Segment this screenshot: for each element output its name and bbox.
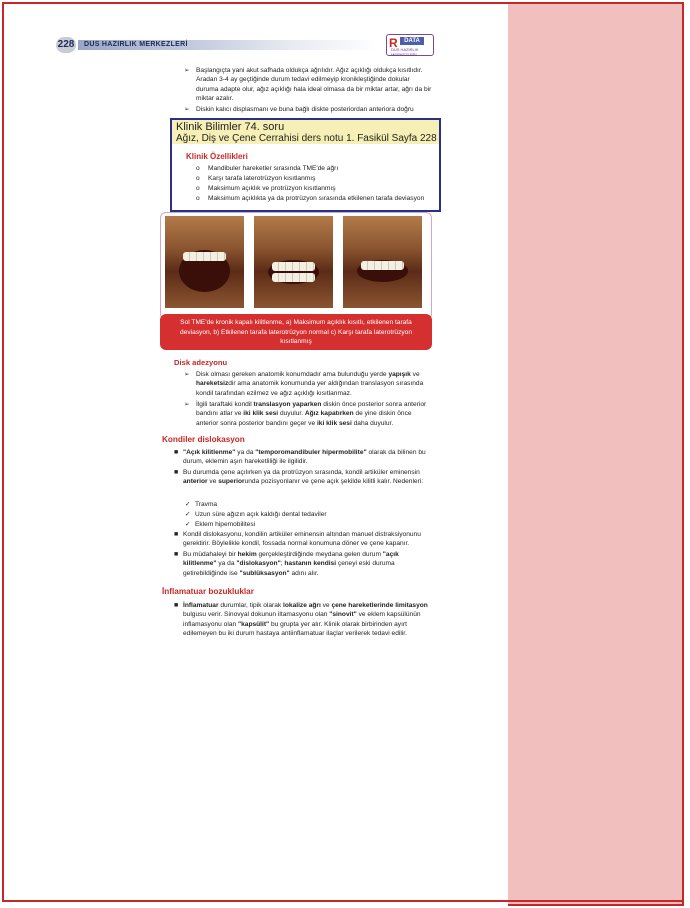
reason-item — [185, 520, 256, 529]
upper-teeth-shape — [361, 261, 404, 270]
text-run: İlgili taraftaki kondil — [196, 401, 254, 408]
logo-text: DATA — [400, 37, 424, 45]
text-run: durumlar, tipik olarak — [218, 602, 284, 609]
kondiler-item — [174, 448, 433, 467]
bold-run: "kapsülit" — [237, 620, 270, 628]
clinical-photo-c — [343, 216, 422, 308]
disk-adezyonu-item — [184, 370, 432, 398]
bold-run: hekim — [237, 551, 257, 558]
arrow-bullet-icon: ➢ — [184, 67, 190, 74]
figure-caption — [160, 314, 432, 350]
reason-item — [185, 500, 218, 509]
text-run: bu grupta yer alır. Klinik olarak birbirinden ayırt edilemeyen bu iki durum hastaya antiinflamatuar ilaçlar verilerek tedavi edilir. — [183, 620, 407, 638]
bold-run: "temporomandibuler hipermobilite" — [255, 449, 367, 456]
square-bullet-icon: ■ — [174, 531, 179, 538]
intro-item-text: Başlangıçta yani akut safhada oldukça ağrılıdır. Ağız açıklığı oldukça kısıtlıdır. Aradan 3-4 ay geçtiğinde durum tedavi edilmeyip kronikleştiğinde dokular duruma adapte olur, ağız açıklığı hala ideal olmasa da bir miktar artar, ağrı da bir miktar azalır. — [196, 67, 432, 103]
text-run: Kondil dislokasyonu, kondilin artiküler eminensin altından manuel distraksiyonunu gerektirir. Böylelikle kondil, fossada normal konumuna döner ve çene kapanır. — [183, 531, 421, 548]
bold-run: İnflamatuar — [183, 602, 219, 609]
kondiler-item — [174, 550, 433, 578]
reason-text: Travma — [195, 501, 218, 508]
disk-adezyonu-item — [184, 400, 432, 428]
text-run: ; — [280, 560, 285, 568]
intro-item — [184, 66, 432, 104]
figure-caption-text: Sol TME'de kronik kapalı kilitlenme, a) Maksimum açıklık kısıtlı, etkilenen tarafa deviasyon, b) Etkilenen tarafa laterotrüzyon normal c) Karşı tarafa laterotrüzyon kısıtlanmış — [180, 319, 412, 345]
page-number: 228 — [56, 37, 76, 53]
circle-bullet-icon: o — [196, 175, 200, 182]
upper-teeth-shape — [183, 252, 226, 261]
clinical-photo-a — [165, 216, 244, 308]
text-run: adını alır. — [289, 569, 319, 577]
bold-run: iki klik sesi — [243, 410, 279, 418]
checkmark-icon: ✓ — [185, 501, 191, 508]
text-run: Bu durumda çene açılırken ya da protrüzyon sırasında, kondil artiküler eminensin — [183, 469, 420, 476]
bold-run: hastanın kendisi — [284, 560, 337, 568]
reason-text: Eklem hipemobilitesi — [195, 521, 256, 528]
text-run: ve — [410, 371, 420, 378]
highlight-question: Klinik Bilimler 74. soru — [176, 121, 285, 133]
lower-teeth-shape — [272, 273, 315, 282]
bold-run: anterior — [183, 478, 208, 486]
circle-bullet-icon: o — [196, 195, 200, 202]
text-run: Disk olması gereken anatomik konumdadır ama bulunduğu yerde — [196, 371, 389, 378]
square-bullet-icon: ■ — [174, 469, 179, 476]
checkmark-icon: ✓ — [185, 511, 191, 518]
intro-item — [184, 105, 436, 114]
inflamatuar-heading: İnflamatuar bozukluklar — [162, 587, 254, 596]
kondiler-item — [174, 530, 433, 549]
list-item-text: Maksimum açıklıkta ya da protrüzyon sırasında etkilenen tarafa deviasyon — [208, 195, 425, 202]
bold-run: "açık kilitlenme" — [183, 551, 399, 568]
text-run: Bu müdahaleyi bir — [183, 551, 238, 558]
clinical-photo-b — [254, 216, 333, 308]
intro-item-text: Diskin kalıcı displasmanı ve buna bağlı diskte posteriordan anteriora doğru — [196, 106, 414, 113]
arrow-bullet-icon: ➢ — [184, 106, 190, 113]
list-item-text: Mandibuler hareketler sırasında TME'de ağrı — [208, 165, 339, 172]
list-item-text: Maksimum açıklık ve protrüzyon kısıtlanmış — [208, 185, 336, 192]
text-run: dir ama anatomik konumunda yer aldığından translasyon sırasında kondil tarafından ezilmez ve ağız açıklığı kısıtlanmaz. — [196, 380, 424, 397]
bold-run: "Açık kilitlenme" — [183, 449, 236, 456]
header-title: DUS HAZIRLIK MERKEZLERİ — [84, 41, 188, 48]
text-run: olarak da bilinen bu durum, eklemin aşırı hareketliliği ile ilgilidir. — [183, 449, 426, 466]
text-run: bulgusu verir. Sinovyal dokunun iltamasyonu olan — [183, 611, 330, 619]
square-bullet-icon: ■ — [174, 551, 179, 558]
text-run: daha duyulur. — [351, 419, 394, 427]
bold-run: "sinovit" — [329, 611, 357, 619]
upper-teeth-shape — [272, 262, 315, 271]
circle-bullet-icon: o — [196, 165, 200, 172]
bold-run: hareketsiz — [196, 380, 229, 388]
bold-run: superior — [218, 478, 245, 486]
bold-run: yapışık — [388, 371, 411, 378]
circle-bullet-icon: o — [196, 185, 200, 192]
text-run: ve — [207, 478, 219, 486]
bold-run: Ağız kapatırken — [304, 410, 354, 418]
klinik-heading: Klinik Özellikleri — [186, 152, 248, 161]
arrow-bullet-icon: ➢ — [184, 401, 190, 408]
text-run: ya da — [235, 449, 256, 456]
bold-run: "dislokasyon" — [236, 560, 281, 568]
highlight-box — [170, 118, 441, 212]
reason-item — [185, 510, 327, 519]
text-run: unda pozisyonlanır ve çene açık şekilde kilitli kalır. Nedenleri: — [244, 478, 424, 486]
kondiler-heading: Kondiler dislokasyon — [162, 435, 245, 444]
bold-run: "sublüksasyon" — [239, 569, 290, 577]
text-run: ya da — [216, 560, 237, 568]
square-bullet-icon: ■ — [174, 449, 179, 456]
inflamatuar-item — [174, 601, 433, 639]
kondiler-item — [174, 468, 433, 487]
text-run: de yine diskin önce anterior sonra posterior bandını geçer ve — [196, 410, 412, 427]
reason-text: Uzun süre ağızın açık kaldığı dental tedaviler — [195, 511, 327, 518]
brand-logo — [386, 34, 434, 56]
checkmark-icon: ✓ — [185, 521, 191, 528]
text-run: diskin önce posterior sonra anterior bandını atlar ve — [196, 401, 427, 418]
arrow-bullet-icon: ➢ — [184, 371, 190, 378]
highlight-reference: Ağız, Diş ve Çene Cerrahisi ders notu 1. Fasikül Sayfa 228 — [176, 133, 437, 144]
page-header — [56, 36, 428, 57]
logo-letter: R — [389, 36, 398, 50]
bold-run: çene hareketlerinde limitasyon — [331, 602, 428, 609]
bold-run: translasyon yaparken — [253, 401, 322, 408]
bold-run: lokalize ağrı — [283, 602, 321, 609]
logo-subtext: DUS HAZIRLIK MERKEZLERİ — [391, 47, 419, 57]
bold-run: iki klik sesi — [316, 419, 352, 427]
text-run: çeneyi eski duruma getirebildiğinde ise — [183, 560, 395, 577]
square-bullet-icon: ■ — [174, 602, 179, 609]
text-run: ve — [320, 602, 332, 609]
text-run: duyulur. — [278, 410, 305, 418]
disk-adezyonu-heading: Disk adezyonu — [174, 358, 228, 367]
text-run: ve eklem kapsülünün inflamasyonu olan — [183, 611, 421, 628]
list-item-text: Karşı tarafa laterotrüzyon kısıtlanmış — [208, 175, 316, 182]
text-run: gerçekleştirdiğinde meydana gelen durum — [256, 551, 383, 558]
